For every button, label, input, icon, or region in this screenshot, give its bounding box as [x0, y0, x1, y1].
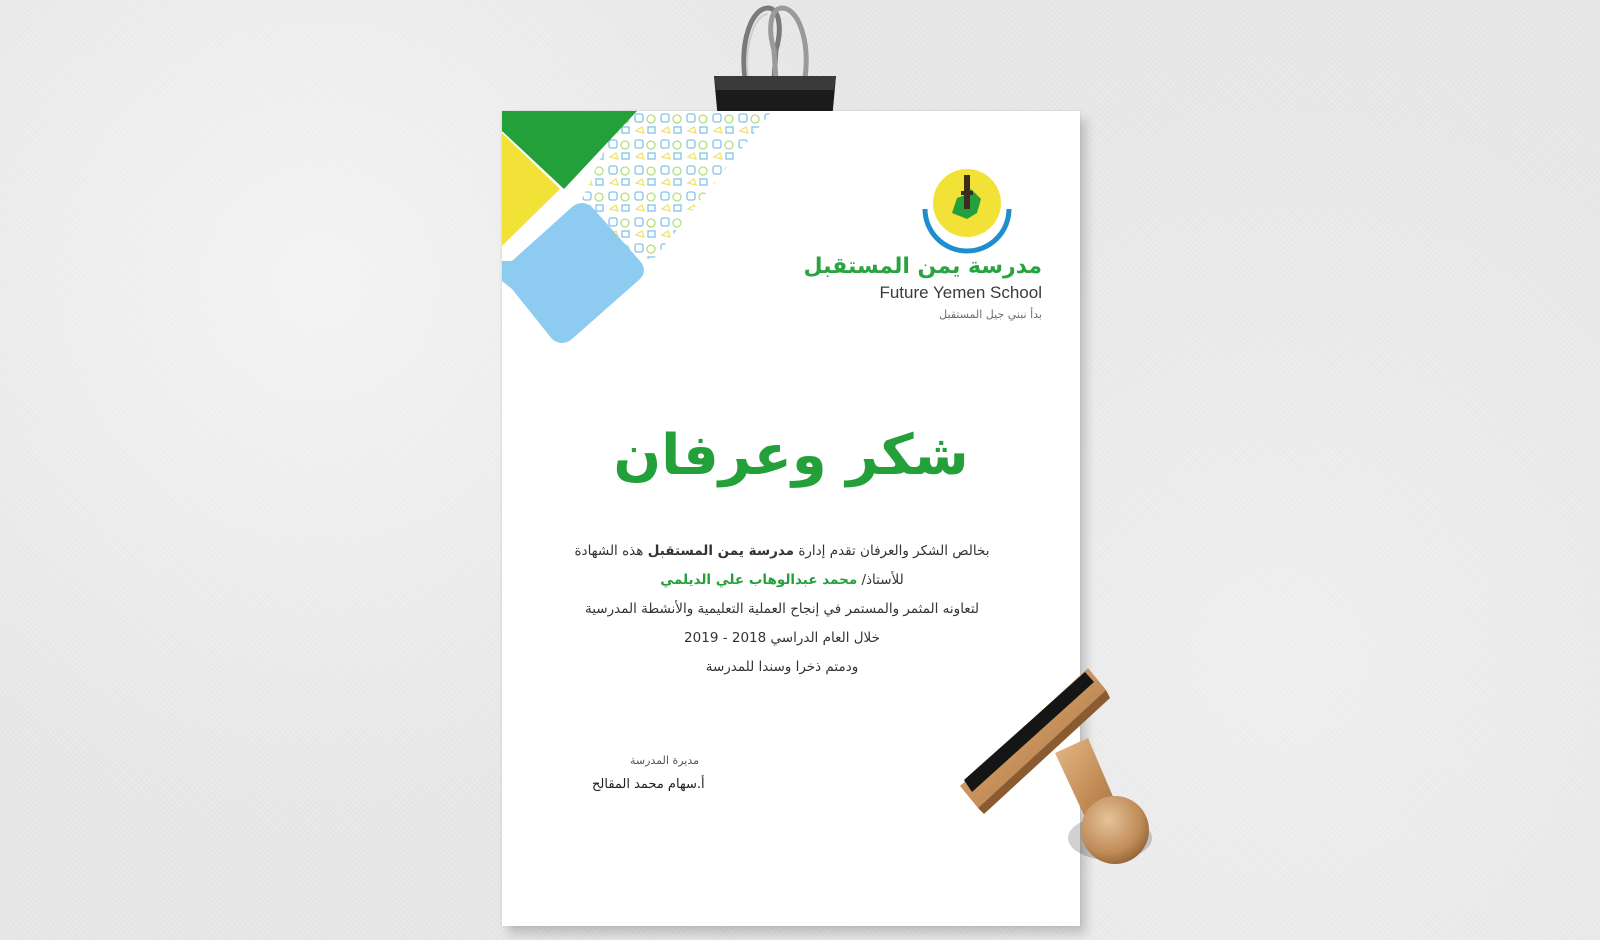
line1-suffix: هذه الشهادة [574, 543, 648, 559]
school-tagline: بدأ نبني جيل المستقبل [939, 308, 1042, 321]
body-line-4: خلال العام الدراسي 2018 - 2019 [684, 630, 880, 646]
body-line-5: ودمتم ذخرا وسندا للمدرسة [705, 659, 859, 675]
rubber-stamp-icon [960, 668, 1180, 878]
signature-role: مديرة المدرسة [630, 754, 700, 767]
body-line-1 [542, 537, 1022, 566]
body-line-2 [542, 566, 1022, 595]
line1-school-name: مدرسة يمن المستقبل [647, 543, 795, 559]
line1-prefix: بخالص الشكر والعرفان تقدم إدارة [794, 543, 990, 559]
recipient-name: محمد عبدالوهاب علي الديلمي [660, 572, 858, 588]
decorative-corner-pattern [502, 111, 792, 361]
school-name-arabic: مدرسة يمن المستقبل [803, 254, 1042, 279]
body-line-3: لتعاونه المثمر والمستمر في إنجاح العملية التعليمية والأنشطة المدرسية [584, 601, 980, 617]
certificate-title: شكر وعرفان [613, 423, 969, 488]
school-name-english: Future Yemen School [879, 283, 1042, 302]
certificate-body [542, 537, 1022, 682]
signature-name: أ.سهام محمد المقالح [592, 777, 705, 792]
school-emblem-icon [842, 161, 1042, 331]
line2-prefix: للأستاذ/ [857, 572, 904, 588]
